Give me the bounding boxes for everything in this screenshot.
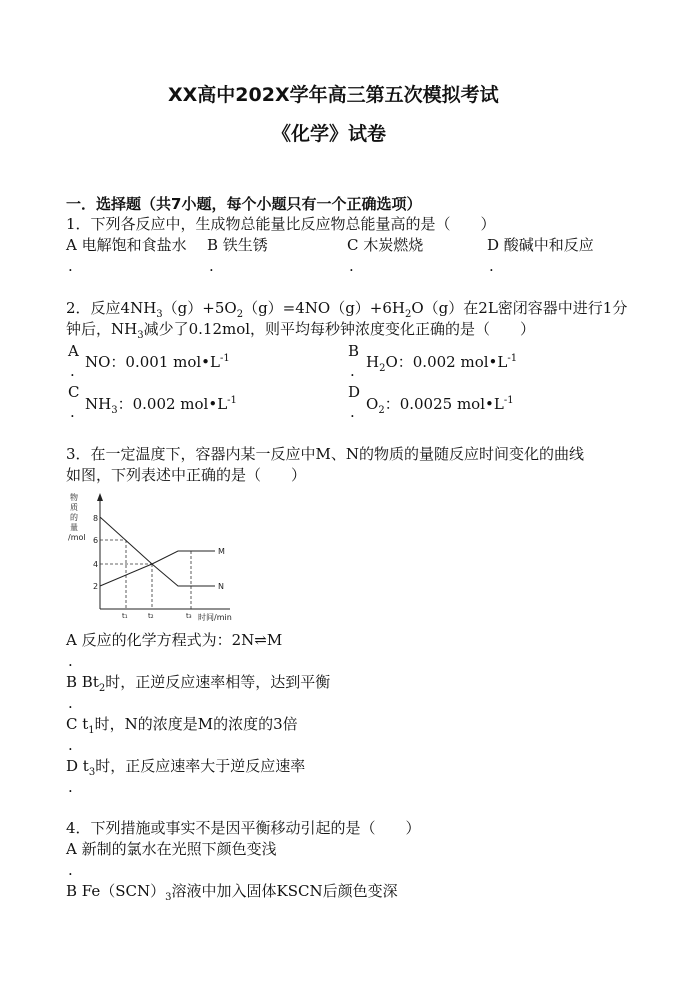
q3-option-a: A 反应的化学方程式为：2N⇌M xyxy=(66,631,283,649)
q3-dot-b: . xyxy=(68,694,73,712)
x-axis-label: 时间/min xyxy=(198,613,232,622)
q3-stem-line1: 3．在一定温度下，容器内某一反应中M、N的物质的量随反应时间变化的曲线 xyxy=(66,445,585,463)
y-label-char: 的 xyxy=(70,513,78,522)
q2-stem-part: 减少了0.12mol，则平均每秒钟浓度变化正确的是（ ） xyxy=(143,320,536,338)
q3-sub: 1 xyxy=(88,725,95,736)
x-tick-t1: t₁ xyxy=(122,612,128,620)
q2-sub: 2 xyxy=(405,309,412,320)
y-tick-2: 2 xyxy=(93,582,99,591)
q2-stem-part: O（g）在2L密闭容器中进行1分 xyxy=(411,299,628,317)
q2-sup: -1 xyxy=(227,395,237,406)
y-label-char: 物 xyxy=(70,493,78,502)
q2-option-text: ：0.0025 mol•L xyxy=(384,395,504,413)
q2-option-b-letter: B xyxy=(348,342,360,360)
m-label: M xyxy=(218,547,225,556)
q2-sub: 3 xyxy=(111,405,118,416)
q3-option-text: B Bt xyxy=(66,673,99,691)
q2-sub: 2 xyxy=(236,309,244,320)
q2-stem-line2 xyxy=(66,320,536,341)
q2-dot-b: . xyxy=(350,362,355,380)
q3-option-text: 时，正反应速率大于逆反应速率 xyxy=(95,757,306,775)
q2-sub: 3 xyxy=(137,330,144,341)
q3-dot-c: . xyxy=(68,736,73,754)
q1-option-b: B 铁生锈 xyxy=(207,236,268,254)
q4-option-b xyxy=(66,882,398,903)
q2-option-d-letter: D xyxy=(348,383,361,401)
q2-option-c xyxy=(85,395,237,416)
q2-stem-part: 钟后，NH xyxy=(66,320,138,338)
q3-option-text: 时，正逆反应速率相等，达到平衡 xyxy=(105,673,331,691)
q2-option-text: ：0.002 mol•L xyxy=(117,395,228,413)
q2-stem-part: 2．反应4NH xyxy=(66,299,157,317)
q4-dot-a: . xyxy=(68,861,73,879)
q3-option-text: D t xyxy=(66,757,89,775)
q2-option-b xyxy=(366,353,518,374)
q1-option-c: C 木炭燃烧 xyxy=(347,236,424,254)
q3-option-c xyxy=(66,715,298,736)
exam-subtitle: 《化学》试卷 xyxy=(272,123,387,145)
y-tick-8: 8 xyxy=(93,514,99,523)
q2-option-d xyxy=(366,395,514,416)
q4-option-text: 溶液中加入固体KSCN后颜色变深 xyxy=(171,882,398,900)
q2-sub: 3 xyxy=(156,309,163,320)
q2-sub: 2 xyxy=(379,363,386,374)
q3-dot-a: . xyxy=(68,652,73,670)
q3-option-text: C t xyxy=(66,715,89,733)
q1-dot-c: . xyxy=(349,257,354,275)
q4-sub: 3 xyxy=(165,892,172,903)
y-label-char: 量 xyxy=(70,523,78,532)
q1-stem: 1．下列各反应中，生成物总能量比反应物总能量高的是（ ） xyxy=(66,215,496,233)
exam-title: XX高中202X学年高三第五次模拟考试 xyxy=(168,84,499,106)
q2-dot-c: . xyxy=(70,403,75,421)
q2-stem-line1 xyxy=(66,299,628,320)
y-label-char: 质 xyxy=(70,503,78,512)
q3-dot-d: . xyxy=(68,778,73,796)
section-heading: 一．选择题（共7小题，每个小题只有一个正确选项） xyxy=(66,195,422,213)
q2-option-c-letter: C xyxy=(68,383,80,401)
q4-option-text: B Fe（SCN） xyxy=(66,882,166,900)
q2-sub: 2 xyxy=(378,405,385,416)
q1-dot-b: . xyxy=(209,257,214,275)
q2-stem-part: （g）=4NO（g）+6H xyxy=(243,299,405,317)
q2-sup: -1 xyxy=(503,395,514,406)
q3-sub: 3 xyxy=(88,767,96,778)
q2-option-a-letter: A xyxy=(68,342,79,360)
q1-dot-a: . xyxy=(68,257,73,275)
q2-sup: -1 xyxy=(507,353,518,364)
q2-option-text: O xyxy=(366,395,379,413)
q3-sub: 2 xyxy=(98,683,106,694)
q2-option-text: NH xyxy=(85,395,112,413)
x-tick-t3: t₃ xyxy=(186,612,192,620)
q2-sup: -1 xyxy=(220,353,230,364)
x-tick-t2: t₂ xyxy=(148,612,154,620)
q2-dot-a: . xyxy=(70,362,75,380)
q2-option-text: H xyxy=(366,353,380,371)
q2-option-text: NO：0.001 mol•L xyxy=(85,353,220,371)
q2-dot-d: . xyxy=(350,403,355,421)
y-tick-4: 4 xyxy=(93,560,99,569)
y-axis-arrow xyxy=(97,493,103,501)
q2-stem-part: （g）+5O xyxy=(162,299,237,317)
n-label: N xyxy=(218,582,224,591)
q1-dot-d: . xyxy=(489,257,494,275)
q4-option-a: A 新制的氯水在光照下颜色变浅 xyxy=(66,840,277,858)
q3-option-d xyxy=(66,757,306,778)
q3-option-text: 时，N的浓度是M的浓度的3倍 xyxy=(94,715,298,733)
q2-option-text: O：0.002 mol•L xyxy=(385,353,508,371)
q4-stem: 4．下列措施或事实不是因平衡移动引起的是（ ） xyxy=(66,819,421,837)
q3-option-b xyxy=(66,673,331,694)
q2-option-a xyxy=(85,353,230,371)
y-tick-6: 6 xyxy=(93,536,99,545)
q1-option-d: D 酸碱中和反应 xyxy=(487,236,594,254)
q3-stem-line2: 如图，下列表述中正确的是（ ） xyxy=(66,466,307,484)
y-label-unit: /mol xyxy=(68,533,86,542)
q1-option-a: A 电解饱和食盐水 xyxy=(66,236,187,254)
mn-time-graph xyxy=(60,488,260,630)
